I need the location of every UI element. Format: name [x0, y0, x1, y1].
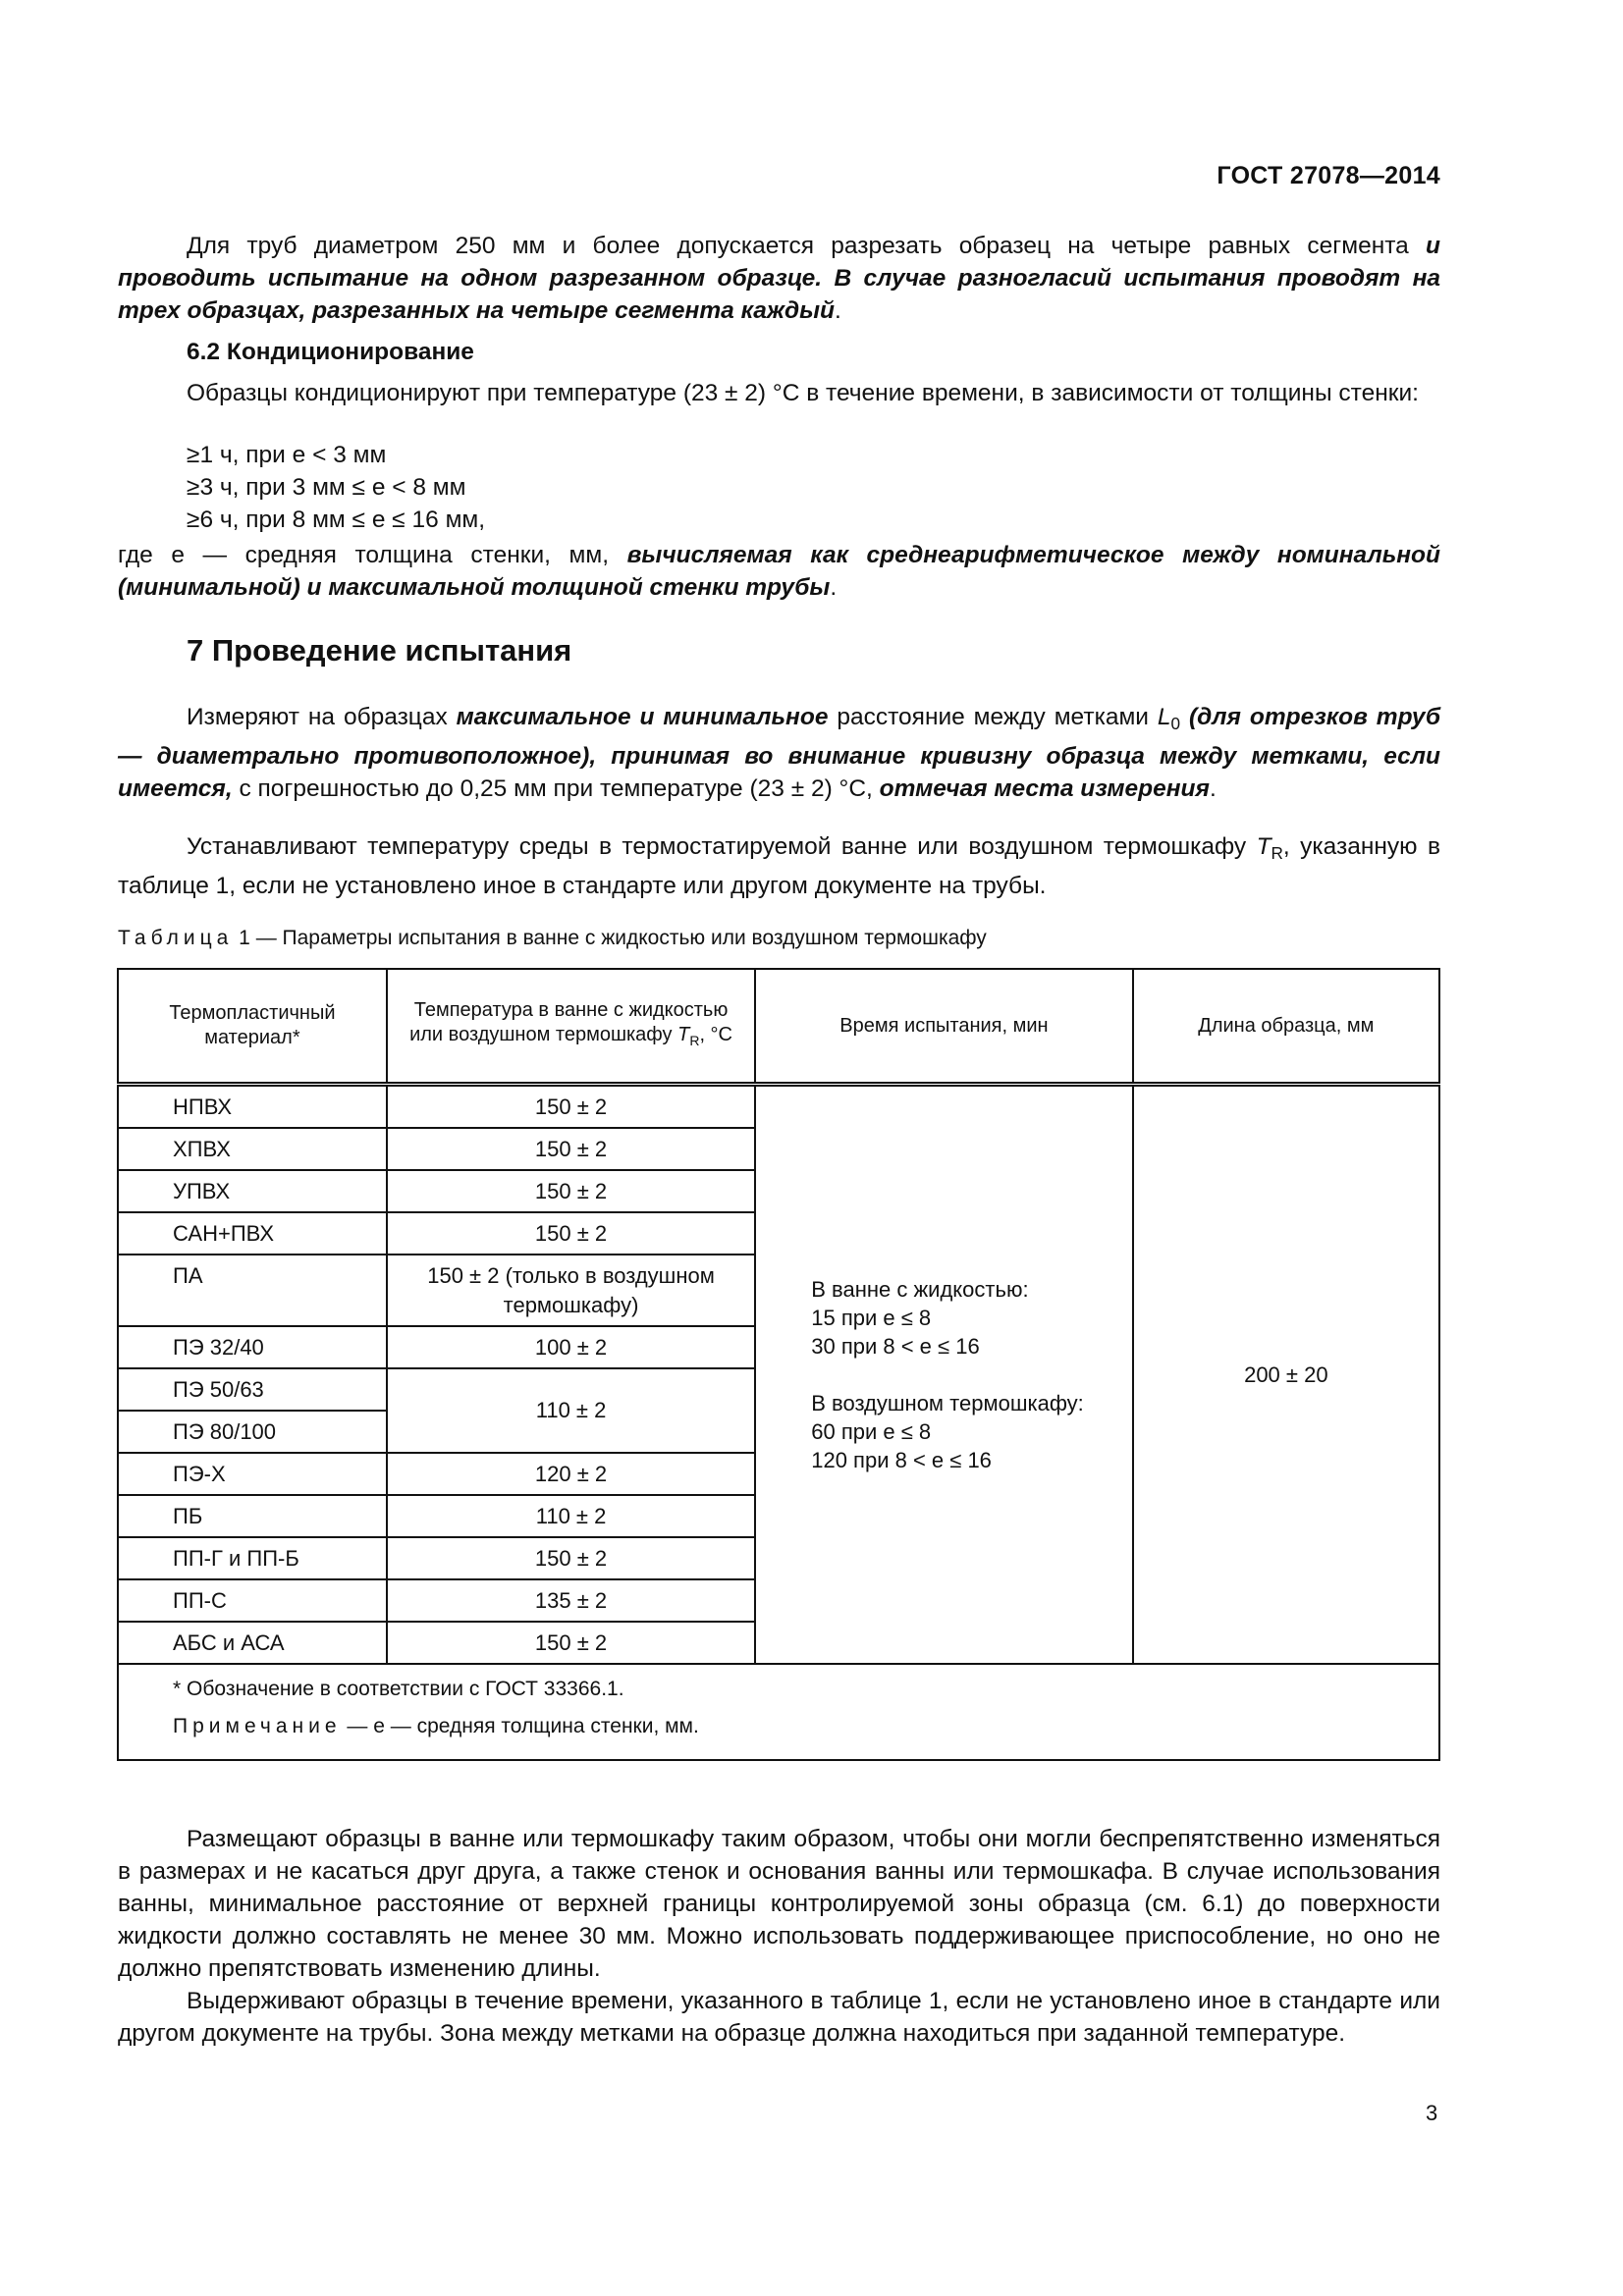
text-plain: с погрешностью до 0,25 мм при температуре (23 ± 2) °С,	[232, 775, 880, 802]
cell-temp: 150 ± 2	[387, 1128, 755, 1170]
table-row	[118, 1085, 1439, 1129]
cell-temp: 110 ± 2	[387, 1495, 755, 1537]
note-label: Примечание	[173, 1715, 342, 1737]
cell-temp: 150 ± 2	[387, 1622, 755, 1664]
cell-material: ПП-Г и ПП-Б	[118, 1537, 387, 1579]
paragraph-segment-cutting	[118, 230, 1440, 327]
table-footnote	[118, 1664, 1439, 1760]
text-plain: Устанавливают температуру среды в термостатируемой ванне или воздушном термошкафу	[187, 833, 1257, 860]
text-emphasis: вычисляемая как среднеарифметическое между номинальной (минимальной) и максимальной толщиной стенки трубы	[118, 542, 1440, 601]
cell-material: ПА	[118, 1255, 387, 1326]
cell-temp: 150 ± 2 (только в воздушном термошкафу)	[387, 1255, 755, 1326]
text-emphasis: для отрезков труб — диаметрально противоположное), принимая во внимание кривизну образца между метками, если имеется,	[118, 704, 1440, 802]
cell-material: ХПВХ	[118, 1128, 387, 1170]
document-id-header: ГОСТ 27078—2014	[1217, 162, 1440, 189]
table-note	[173, 1712, 1438, 1741]
cell-temp: 100 ± 2	[387, 1326, 755, 1368]
cell-material: АБС и АСА	[118, 1622, 387, 1664]
cell-temp: 150 ± 2	[387, 1212, 755, 1255]
cell-temp: 150 ± 2	[387, 1537, 755, 1579]
table-header-row	[118, 969, 1439, 1085]
symbol-T: T	[1256, 833, 1271, 860]
cell-material: НПВХ	[118, 1085, 387, 1129]
cell-material: ПЭ 50/63	[118, 1368, 387, 1411]
time-air-label: В воздушном термошкафу:	[811, 1391, 1084, 1415]
caption-label: Таблица	[118, 927, 234, 949]
header-time: Время испытания, мин	[755, 969, 1132, 1085]
symbol-subscript: R	[1271, 843, 1283, 863]
time-value: 60 при e ≤ 8	[811, 1419, 932, 1444]
text-emphasis: и проводить испытание на одном разрезанном образце. В случае разногласий испытания проводят на трех образцах, разрезанных на четыре сегмента каждый	[118, 233, 1440, 324]
cell-material: ПП-С	[118, 1579, 387, 1622]
text-plain: .	[830, 574, 838, 601]
text-plain: где e — средняя толщина стенки, мм,	[118, 542, 627, 568]
cell-material: ПЭ 32/40	[118, 1326, 387, 1368]
text-emphasis: (	[1180, 704, 1198, 730]
caption-text: 1 — Параметры испытания в ванне с жидкостью или воздушном термошкафу	[233, 927, 987, 949]
symbol-subscript: 0	[1170, 714, 1181, 733]
cell-material: УПВХ	[118, 1170, 387, 1212]
header-text: , °С	[699, 1024, 732, 1045]
cell-material: ПБ	[118, 1495, 387, 1537]
placement-paragraph: Размещают образцы в ванне или термошкафу таким образом, чтобы они могли беспрепятственно изменяться в размерах и не касаться друг друга, а также стенок и основания ванны или термошкафа. В случае использования ванны, минимальное расстояние от верхней границы контролируемой зоны образца (см. 6.1) до поверхности жидкости должно составлять не менее 30 мм. Можно использовать поддерживающее приспособление, но оно не должно препятствовать изменению длины.	[118, 1826, 1440, 1982]
time-value: 15 при e ≤ 8	[811, 1306, 932, 1330]
condition-item: ≥6 ч, при 8 мм ≤ e ≤ 16 мм,	[187, 507, 486, 533]
thickness-definition	[118, 539, 1440, 604]
cell-material: ПЭ-Х	[118, 1453, 387, 1495]
time-value: 30 при 8 < e ≤ 16	[811, 1334, 980, 1359]
table-footnote-row	[118, 1664, 1439, 1760]
header-length: Длина образца, мм	[1133, 969, 1439, 1085]
cell-test-time	[755, 1085, 1132, 1665]
cell-temp: 120 ± 2	[387, 1453, 755, 1495]
text-emphasis: отмечая места измерения	[879, 775, 1210, 802]
symbol-T: T	[677, 1024, 690, 1045]
condition-item: ≥3 ч, при 3 мм ≤ e < 8 мм	[187, 474, 466, 501]
cell-temp: 150 ± 2	[387, 1085, 755, 1129]
symbol-L: L	[1157, 704, 1171, 730]
text-plain: расстояние между метками	[828, 704, 1158, 730]
holding-paragraph: Выдерживают образцы в течение времени, указанного в таблице 1, если не установлено иное в стандарте или другом документе на трубы. Зона между метками на образце должна находиться при заданной температуре.	[118, 1988, 1440, 2047]
text-plain: , указанную в таблице 1, если не установлено иное в стандарте или другом документе на трубы.	[118, 833, 1440, 899]
conditioning-intro: Образцы кондиционируют при температуре (23 ± 2) °С в течение времени, в зависимости от толщины стенки:	[187, 380, 1419, 406]
cell-temp: 135 ± 2	[387, 1579, 755, 1622]
section-7-title: 7 Проведение испытания	[187, 633, 572, 667]
header-text: Температура в ванне с жидкостью или воздушном термошкафу	[409, 999, 729, 1045]
text-plain: Измеряют на образцах	[187, 704, 457, 730]
time-value: 120 при 8 < e ≤ 16	[811, 1448, 992, 1472]
section-6-2-title: 6.2 Кондиционирование	[187, 339, 474, 365]
header-material: Термопластичный материал*	[118, 969, 387, 1085]
footnote-text: * Обозначение в соответствии с ГОСТ 33366.1.	[173, 1678, 624, 1700]
text-plain: Для труб диаметром 250 мм и более допускается разрезать образец на четыре равных сегмента	[187, 233, 1427, 259]
cell-temp: 150 ± 2	[387, 1170, 755, 1212]
table-caption	[118, 927, 987, 950]
text-plain: .	[1209, 775, 1217, 802]
symbol-subscript: R	[689, 1033, 700, 1048]
note-text: — e — средняя толщина стенки, мм.	[341, 1715, 699, 1737]
text-emphasis: максимальное и минимальное	[456, 704, 829, 730]
time-liquid-label: В ванне с жидкостью:	[811, 1277, 1029, 1302]
cell-sample-length: 200 ± 20	[1133, 1085, 1439, 1665]
test-parameters-table	[117, 968, 1440, 1761]
header-temperature	[387, 969, 755, 1085]
text-plain: .	[835, 297, 841, 324]
cell-material: САН+ПВХ	[118, 1212, 387, 1255]
cell-material: ПЭ 80/100	[118, 1411, 387, 1453]
condition-item: ≥1 ч, при e < 3 мм	[187, 442, 387, 468]
cell-temp: 110 ± 2	[387, 1368, 755, 1453]
page-number: 3	[1426, 2101, 1438, 2125]
measurement-paragraph	[118, 701, 1440, 805]
temperature-paragraph	[118, 830, 1440, 902]
